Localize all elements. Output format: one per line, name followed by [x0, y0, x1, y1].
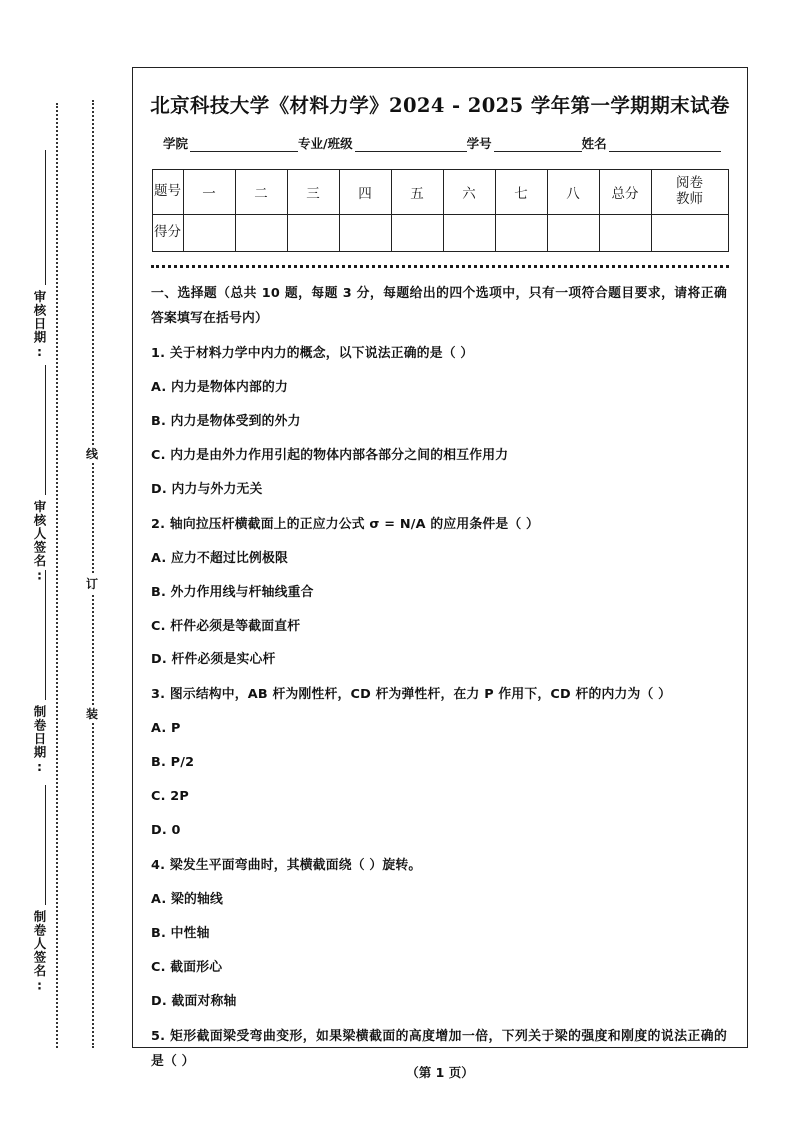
- score-table-col-2: 二: [235, 170, 287, 215]
- margin-rule-3: [45, 570, 46, 700]
- question-5-stem: 5. 矩形截面梁受弯曲变形，如果梁横截面的高度增加一倍，下列关于梁的强度和刚度的说法正确的是（ ）: [151, 1028, 727, 1069]
- question-body: [151, 282, 727, 1075]
- margin-rule-1: [45, 150, 46, 285]
- college-field-group: [163, 134, 298, 152]
- name-label: 姓名: [581, 136, 607, 151]
- section-divider: [151, 265, 729, 268]
- score-table-col-7: 七: [495, 170, 547, 215]
- binding-margin-strip: [0, 0, 125, 1122]
- question-3-option-c[interactable]: C. 2P: [151, 789, 189, 805]
- score-table-col-5: 五: [391, 170, 443, 215]
- score-cell-total[interactable]: [599, 215, 651, 252]
- name-input[interactable]: [609, 138, 721, 152]
- margin-label-review-date: 审核日期:: [32, 290, 47, 360]
- score-cell-6[interactable]: [443, 215, 495, 252]
- marker-label-line2: 教师: [676, 191, 703, 207]
- question-2-option-d[interactable]: D. 杆件必须是实心杆: [151, 652, 276, 668]
- question-1-option-a[interactable]: A. 内力是物体内部的力: [151, 379, 289, 395]
- major-class-field-group: [298, 134, 467, 152]
- seal-char-line: 线: [85, 447, 98, 461]
- college-input[interactable]: [190, 138, 298, 152]
- name-field-group: [582, 134, 721, 152]
- question-4: [151, 854, 727, 1015]
- question-2-option-c[interactable]: C. 杆件必须是等截面直杆: [151, 618, 301, 634]
- question-3: [151, 683, 727, 844]
- score-table-col-3: 三: [287, 170, 339, 215]
- question-1-option-c[interactable]: C. 内力是由外力作用引起的物体内部各部分之间的相互作用力: [151, 447, 509, 463]
- question-1-stem: 1. 关于材料力学中内力的概念，以下说法正确的是（ ）: [151, 345, 474, 361]
- score-cell-2[interactable]: [235, 215, 287, 252]
- page-footer: （第 1 页）: [406, 1065, 474, 1080]
- score-cell-3[interactable]: [287, 215, 339, 252]
- margin-label-producer-signature: 制卷人签名:: [32, 910, 47, 994]
- score-table: [152, 169, 729, 252]
- binding-dotted-line-outer: [92, 100, 94, 1048]
- table-row-question-numbers: [152, 170, 728, 215]
- seal-char-bind: 订: [85, 577, 98, 591]
- score-table-col-6: 六: [443, 170, 495, 215]
- question-2-option-b[interactable]: B. 外力作用线与杆轴线重合: [151, 584, 314, 600]
- table-row-scores: [152, 215, 728, 252]
- question-1-option-d[interactable]: D. 内力与外力无关: [151, 481, 263, 497]
- score-cell-5[interactable]: [391, 215, 443, 252]
- score-table-row-label-number-text: 题号: [154, 183, 181, 200]
- student-id-input[interactable]: [494, 138, 582, 152]
- question-4-option-d[interactable]: D. 截面对称轴: [151, 994, 237, 1010]
- question-1: [151, 342, 727, 503]
- margin-label-produce-date: 制卷日期:: [32, 705, 47, 775]
- question-4-option-a[interactable]: A. 梁的轴线: [151, 892, 224, 908]
- question-3-option-a[interactable]: A. P: [151, 721, 181, 737]
- section-one-heading: 一、选择题（总共 10 题，每题 3 分，每题给出的四个选项中，只有一项符合题目要求，请将正确答案填写在括号内）: [151, 286, 727, 326]
- major-class-input[interactable]: [355, 138, 467, 152]
- seal-char-pack: 装: [85, 707, 98, 721]
- score-table-col-total: 总分: [599, 170, 651, 215]
- binding-dotted-line-inner: [56, 103, 58, 1048]
- question-4-option-b[interactable]: B. 中性轴: [151, 926, 210, 942]
- question-4-stem: 4. 梁发生平面弯曲时，其横截面绕（ ）旋转。: [151, 858, 422, 874]
- exam-paper-body: [132, 67, 748, 1069]
- score-cell-7[interactable]: [495, 215, 547, 252]
- question-2-option-a[interactable]: A. 应力不超过比例极限: [151, 550, 289, 566]
- score-table-col-8: 八: [547, 170, 599, 215]
- college-label: 学院: [163, 136, 189, 151]
- score-table-row-label-number: [152, 170, 183, 215]
- student-id-field-group: [467, 134, 582, 152]
- question-2: [151, 513, 727, 674]
- student-id-label: 学号: [466, 136, 492, 151]
- question-3-option-d[interactable]: D. 0: [151, 823, 181, 839]
- score-table-row-label-score-text: 得分: [154, 224, 181, 241]
- score-table-row-label-score: [152, 215, 183, 252]
- question-3-stem: 3. 图示结构中，AB 杆为刚性杆，CD 杆为弹性杆，在力 P 作用下，CD 杆的内力为（ ）: [151, 687, 672, 703]
- marker-label-line1: 阅卷: [676, 175, 703, 192]
- margin-rule-4: [45, 785, 46, 905]
- margin-rule-2: [45, 365, 46, 495]
- score-cell-1[interactable]: [183, 215, 235, 252]
- score-table-col-marker: [651, 170, 728, 215]
- question-3-option-b[interactable]: B. P/2: [151, 755, 195, 771]
- question-2-stem: 2. 轴向拉压杆横截面上的正应力公式 σ = N/A 的应用条件是（ ）: [151, 516, 540, 532]
- score-table-col-4: 四: [339, 170, 391, 215]
- score-cell-4[interactable]: [339, 215, 391, 252]
- score-table-col-1: 一: [183, 170, 235, 215]
- question-1-option-b[interactable]: B. 内力是物体受到的外力: [151, 413, 301, 429]
- page-title: 北京科技大学《材料力学》2024 - 2025 学年第一学期期末试卷: [150, 94, 730, 117]
- student-info-row: [163, 134, 725, 152]
- major-class-label: 专业/班级: [298, 136, 353, 151]
- question-4-option-c[interactable]: C. 截面形心: [151, 960, 223, 976]
- score-cell-marker[interactable]: [651, 215, 728, 252]
- margin-label-reviewer-signature: 审核人签名:: [32, 500, 47, 584]
- score-cell-8[interactable]: [547, 215, 599, 252]
